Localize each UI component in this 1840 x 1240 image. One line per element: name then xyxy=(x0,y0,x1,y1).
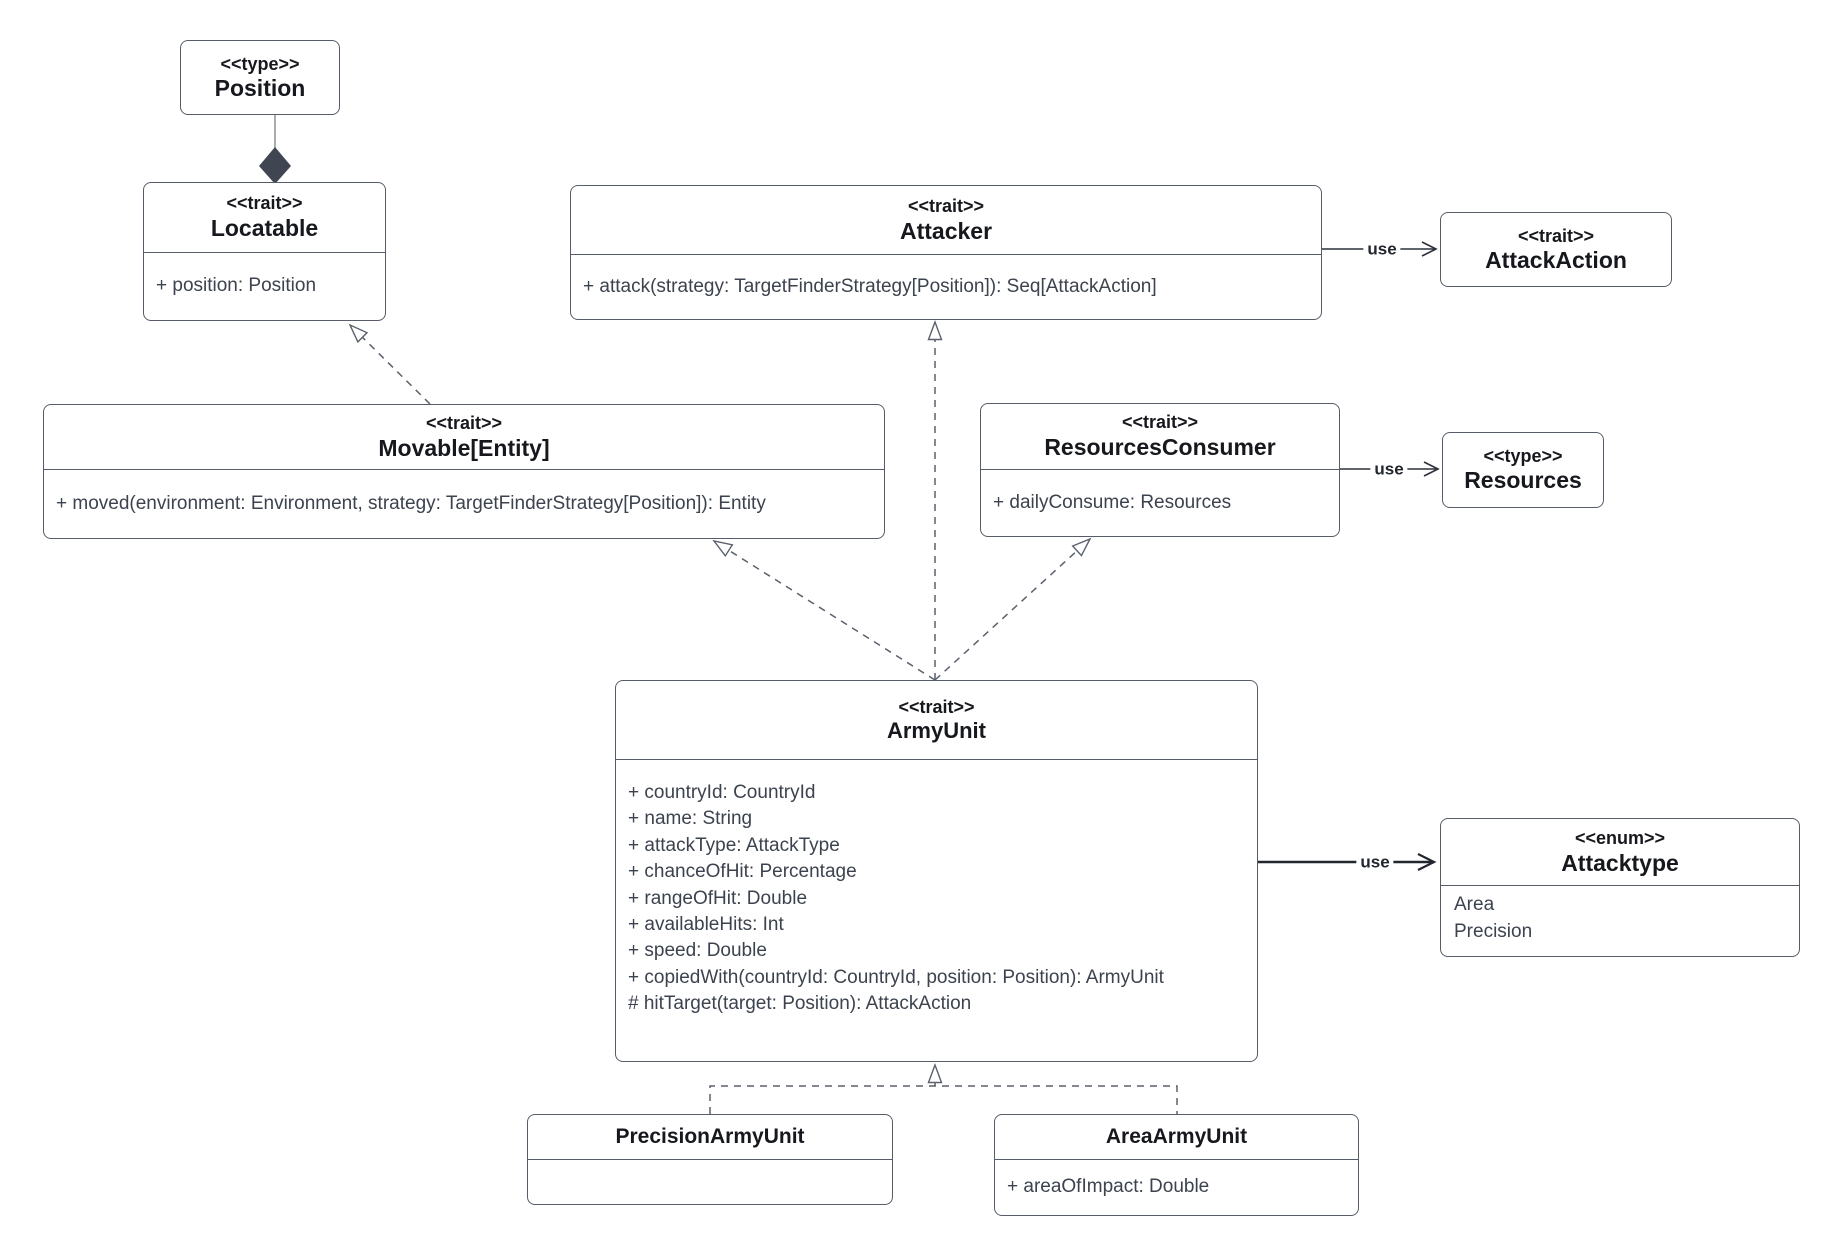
class-stereotype: <<enum>> xyxy=(1574,827,1666,848)
class-stereotype: <<trait>> xyxy=(907,195,985,216)
class-name: AttackAction xyxy=(1485,246,1627,273)
use-edge-label: use xyxy=(1363,241,1400,258)
class-name: Attacktype xyxy=(1561,849,1679,876)
class-member: + attackType: AttackType xyxy=(628,834,840,856)
class-stereotype: <<trait>> xyxy=(898,696,975,717)
class-stereotype: <<trait>> xyxy=(425,412,503,433)
class-member: + rangeOfHit: Double xyxy=(628,887,808,909)
class-name: Resources xyxy=(1464,467,1582,494)
realization-armyunit-resourcesconsumer xyxy=(935,539,1090,680)
class-stereotype: <<type>> xyxy=(1483,446,1563,467)
realization-armyunit-movable xyxy=(714,541,935,680)
class-name: Position xyxy=(214,74,306,101)
class-box-resourcesconsumer xyxy=(980,403,1340,537)
class-member: + areaOfImpact: Double xyxy=(1007,1176,1210,1198)
use-edge-label: use xyxy=(1370,461,1407,478)
class-member: + countryId: CountryId xyxy=(628,782,816,803)
class-name: Attacker xyxy=(899,217,993,244)
class-box-movable xyxy=(43,404,885,539)
class-member: + dailyConsume: Resources xyxy=(993,491,1232,513)
enum-value: Precision xyxy=(1454,921,1533,942)
class-box-locatable xyxy=(143,182,386,321)
use-edge-label: use xyxy=(1356,854,1393,871)
class-member: # hitTarget(target: Position): AttackAction xyxy=(628,993,972,1015)
class-box-attacktype xyxy=(1440,818,1800,957)
class-name: ResourcesConsumer xyxy=(1044,434,1276,461)
class-name: Locatable xyxy=(210,215,319,242)
class-member: + copiedWith(countryId: CountryId, position: Position): ArmyUnit xyxy=(628,966,1164,988)
class-name: Movable[Entity] xyxy=(378,434,550,461)
class-name: PrecisionArmyUnit xyxy=(615,1124,805,1148)
composition-diamond-icon xyxy=(259,147,291,184)
class-name: ArmyUnit xyxy=(886,718,986,744)
class-box-areaarmyunit xyxy=(994,1114,1359,1216)
class-box-precisionarmyunit xyxy=(527,1114,893,1205)
class-stereotype: <<type>> xyxy=(220,53,300,74)
class-box-resources xyxy=(1442,432,1604,508)
realization-movable-locatable xyxy=(350,325,430,404)
class-member: + chanceOfHit: Percentage xyxy=(628,861,857,883)
class-name: AreaArmyUnit xyxy=(1105,1124,1248,1148)
class-box-attackaction xyxy=(1440,212,1672,287)
class-stereotype: <<trait>> xyxy=(1121,412,1199,433)
class-stereotype: <<trait>> xyxy=(1517,225,1595,246)
class-box-attacker xyxy=(570,185,1322,320)
class-member: + position: Position xyxy=(156,275,317,297)
class-member: + moved(environment: Environment, strategy: TargetFinderStrategy[Position]): Entity xyxy=(56,492,766,514)
class-stereotype: <<trait>> xyxy=(226,193,303,214)
class-box-position xyxy=(180,40,340,115)
class-member: + availableHits: Int xyxy=(628,914,784,936)
class-member: + attack(strategy: TargetFinderStrategy[Position]): Seq[AttackAction] xyxy=(583,275,1157,297)
class-member: + name: String xyxy=(628,808,753,830)
enum-value: Area xyxy=(1454,894,1495,915)
class-box-armyunit xyxy=(615,680,1258,1062)
class-member: + speed: Double xyxy=(628,940,767,962)
realization-tree-branch xyxy=(710,1086,1177,1114)
